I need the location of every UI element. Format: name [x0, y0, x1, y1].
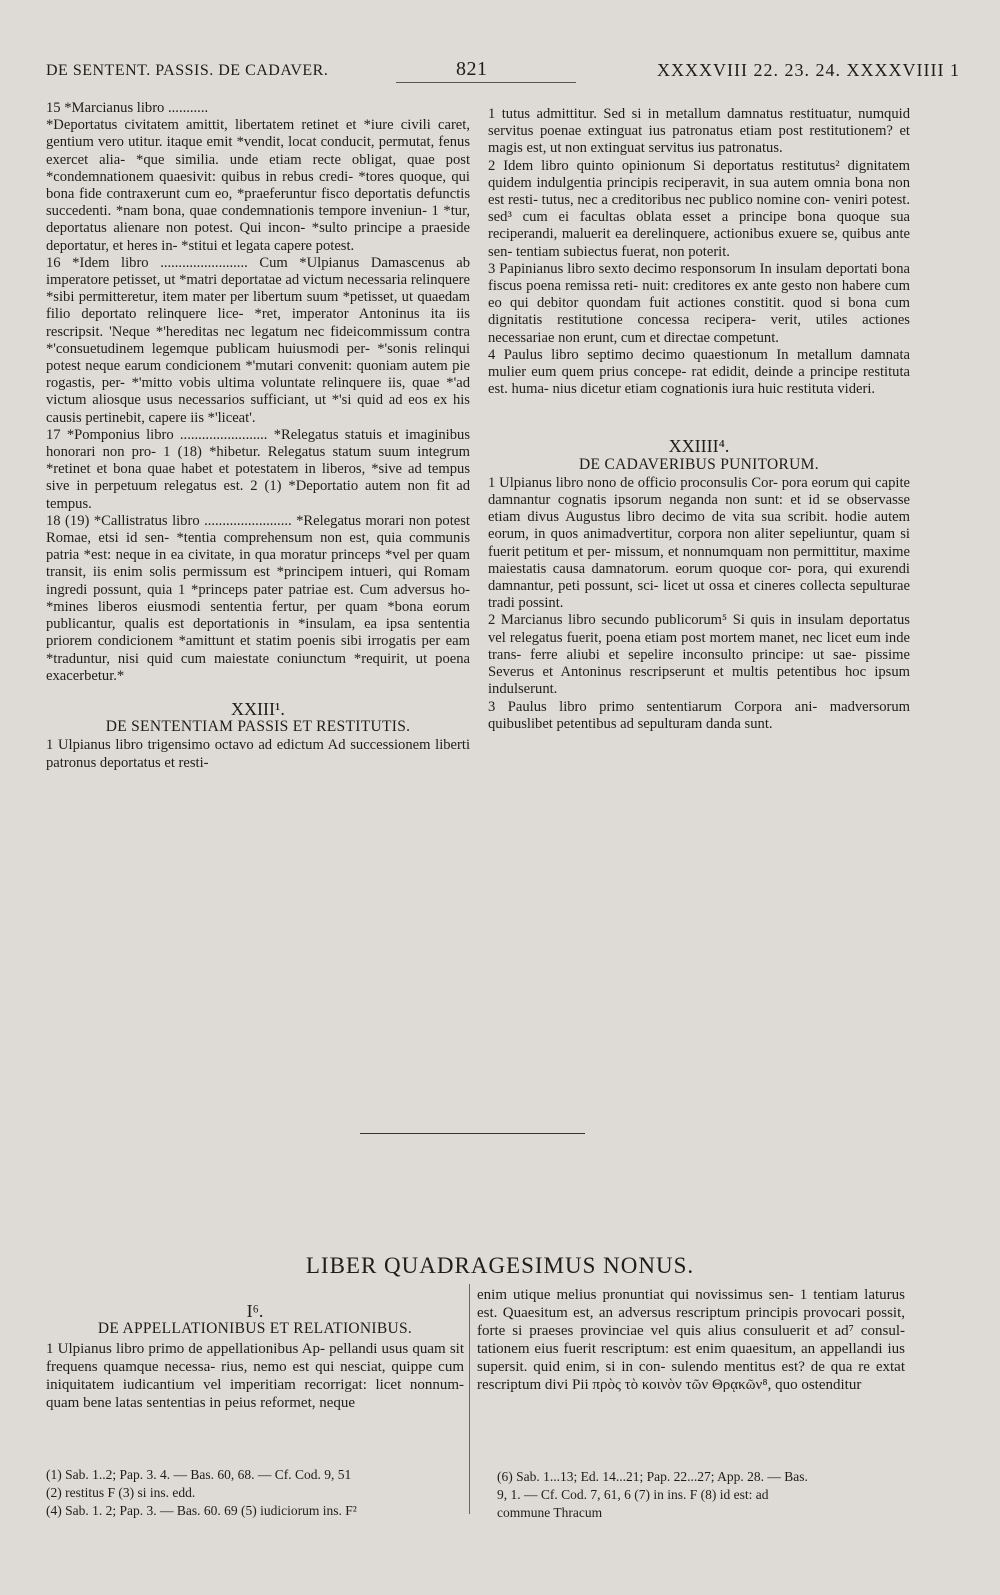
running-header — [46, 58, 960, 86]
section-number: I⁶. — [246, 1301, 264, 1321]
header-title: DE SENTENT. PASSIS. DE CADAVER. — [46, 62, 329, 79]
paragraph: 1 Ulpianus libro nono de officio proconsulis Cor- pora eorum qui capite damnantur cognatis ipsorum neganda non sunt: et id se observasse etiam divus Augustus libro decimo de vita sua scribit. hodie autem eorum, in quos animadvertitur, corpora non aliter sepeliuntur, quam si fuerit petitum et per- missum, et nonnumquam non permittitur, maxime maiestatis causa damnatorum. eorum quoque cor- pora, qui exurendi damnantur, peti possunt, sci- licet ut ossa et cineres collecta sepulturae tradi possint. — [488, 474, 910, 612]
footnote-line: commune Thracum — [497, 1505, 603, 1520]
paragraph: 17 *Pomponius libro ........................ *Relegatus statuis et imaginibus honorari non pro- 1 (18) *hibetur. Relegatus statum suum integrum *retinet et bona quae habet et potestatem in liberos, *sive ad tempus sive in perpetuum relegatus est. 2 (1) *Deportatio autem non fit ad tempus. — [46, 426, 470, 512]
footnote-line: (1) Sab. 1..2; Pap. 3. 4. — Bas. 60, 68. — Cf. Cod. 9, 51 — [46, 1467, 352, 1482]
paragraph: 15 *Marcianus libro ........... — [46, 100, 209, 116]
footnote-line: (4) Sab. 1. 2; Pap. 3. — Bas. 60. 69 (5) iudiciorum ins. F² — [46, 1503, 357, 1518]
book-left-column — [46, 1288, 464, 1412]
book-title: LIBER QUADRAGESIMUS NONUS. — [305, 1253, 695, 1278]
paragraph: 2 Marcianus libro secundo publicorum⁵ Si quis in insulam deportatus vel relegatus fuerit, poena etiam post mortem manet, nec licet eum inde trans- ferre aliubi et sepelire inconsulto principe: ut sae- pissime Severus et Antoninus rescripserunt et multis petentibus hoc ipsum indulserunt. — [488, 612, 910, 698]
page-number: 821 — [456, 58, 488, 80]
section-number: XXIIII⁴. — [668, 436, 730, 457]
section-divider — [360, 1133, 585, 1134]
section-title: DE CADAVERIBUS PUNITORUM. — [579, 455, 819, 473]
footnotes-left — [46, 1466, 464, 1520]
section-heading — [46, 698, 470, 736]
paragraph: enim utique melius pronuntiat qui novissimus sen- 1 tentiam laturus est. Quaesitum est, an adversus rescriptum principis provocari possit, forte si praeses provinciae vel quis alius consuluerit et ad⁷ consul- tationem eius fuerit rescriptum: est enim quaesitum, an appellandi ius supersit. quid enim, si in con- sulendo mentitus est? de qua re extat rescriptum divi Pii πρὸς τὸ κοινὸν τῶν Θρᾳκῶν⁸, quo ostenditur — [477, 1287, 905, 1393]
section-title: DE APPELLATIONIBUS ET RELATIONIBUS. — [97, 1320, 413, 1337]
paragraph: 1 Ulpianus libro primo de appellationibus Ap- pellandi usus quam sit frequens quamque necessa- rius, nemo est qui nesciat, quippe cum iniquitatem iudicantium vel imperitiam recorrigat: licet nonnum- quam bene latas sententias in peius reformet, neque — [46, 1341, 464, 1411]
paragraph: 3 Papinianus libro sexto decimo responsorum In insulam deportati bona fiscus poena remissa reti- nuit: creditores ex ante gesto non habere cum eo qui debitor quondam fuit actiones constitit. quod si bona cum dignitatis restitutione concessa recipera- verit, utiles actiones necessariae non erunt, cum et directae competunt. — [488, 260, 910, 346]
footnote-line: (2) restitus F (3) si ins. edd. — [46, 1485, 196, 1500]
paragraph: 1 Ulpianus libro trigensimo octavo ad edictum Ad successionem liberti patronus deportatus et resti- — [46, 737, 470, 771]
footnotes-right — [497, 1468, 905, 1522]
section-title: DE SENTENTIAM PASSIS ET RESTITUTIS. — [105, 718, 411, 736]
paragraph: 4 Paulus libro septimo decimo quaestionum In metallum damnata mulier eum quem prius concepe- rat edidit, deinde a principe restituta est. huma- nius dicetur etiam cognationis iura huic restituta videri. — [488, 346, 910, 398]
right-column — [488, 106, 910, 733]
section-heading — [46, 1302, 464, 1338]
footnote-line: 9, 1. — Cf. Cod. 7, 61, 6 (7) in ins. F (8) id est: ad — [497, 1487, 769, 1502]
paragraph: 3 Paulus libro primo sententiarum Corpora ani- madversorum quibuslibet petentibus ad sepulturam danda sunt. — [488, 698, 910, 732]
section-heading — [488, 438, 910, 472]
header-reference: XXXXVIII 22. 23. 24. XXXXVIIII 1 — [657, 60, 960, 80]
section-number: XXIII¹. — [231, 698, 285, 719]
column-rule — [469, 1284, 470, 1514]
paragraph: 16 *Idem libro ........................ Cum *Ulpianus Damascenus ab imperatore petisset, ut *matri deportatae ad victum necessaria relinquere *sibi permitteretur, item mater per libertum suum *petisset, ut quaedam filio deportato relinquere lice- *ret, imperator Antoninus ita iis rescripsit. 'Neque *'hereditas nec legatum nec fideicommissum contra *'consuetudinem legemque publicam huiusmodi per- *'sonis relinqui potest neque earum condicionem *'mutari convenit: quoniam autem pie rogastis, per- *'mitto vobis ultima voluntate relinquere iis, quae *'ad victum aliosque usus necessarios sufficiant, ut *'si quid ad eos ex his causis pertinebit, capere iis *'liceat'. — [46, 254, 470, 426]
paragraph: 18 (19) *Callistratus libro ........................ *Relegatus morari non potest Romae, etsi id sen- *tentia comprehensum non est, quia communis patria *est: neque in ea civitate, in qua moratur princeps *vel per quam transit, iis enim solis permissum est *principem intueri, qui Romam ingredi possunt, quia 1 *princeps pater patriae est. Cum adversus ho- *mines liberos eiusmodi sententia fertur, per quam *bona eorum publicantur, qualis est deportationis in *insulam, ea ipsa sententia priorem condicionem *amittunt et statim poenis sibi irrogatis per eam *traduntur, nisi quid cum maiestate coniunctum *requirit, ut poena exacerbetur.* — [46, 512, 470, 684]
left-column — [46, 100, 470, 772]
footnote-line: (6) Sab. 1...13; Ed. 14...21; Pap. 22...27; App. 28. — Bas. — [497, 1469, 808, 1484]
paragraph: 2 Idem libro quinto opinionum Si deportatus restitutus² dignitatem quidem indulgentia principis reciperavit, in sua autem omnia bona non est resti- tutus, nec a creditoribus nec publico nomine con- veniri potest. sed³ cum ei facultas oblata esset a principe bona quoque sua reciperandi, maluerit ea derelinquere, actionibus exuere se, quibus ante sen- tentiam subiectus fuerat, non poterit. — [488, 157, 910, 260]
paragraph: 1 tutus admittitur. Sed si in metallum damnatus restituatur, numquid servitus poenae extinguat ius patronatus etiam post restitutionem? et magis est, ut non extinguat servitus ius patronatus. — [488, 106, 910, 157]
header-rule — [396, 82, 576, 83]
paragraph: *Deportatus civitatem amittit, libertatem retinet et *iure civili caret, gentium vero utitur. itaque emit *vendit, locat conducit, permutat, fenus exercet alia- *que similia. unde etiam recte obligat, quae post *condemnationem quaesivit: quibus in rebus credi- *tores quoque, qui bona fide contraxerunt cum eo, *praeferuntur fisco deportatis defunctis succedenti. *nam bona, quae condemnationis tempore inveniun- 1 *tur, deportatus alienare non potest. Qui incon- *sulto principe a praeside deportatur, et heres in- *stitui et legata capere potest. — [46, 117, 470, 254]
book-right-column — [477, 1286, 905, 1394]
